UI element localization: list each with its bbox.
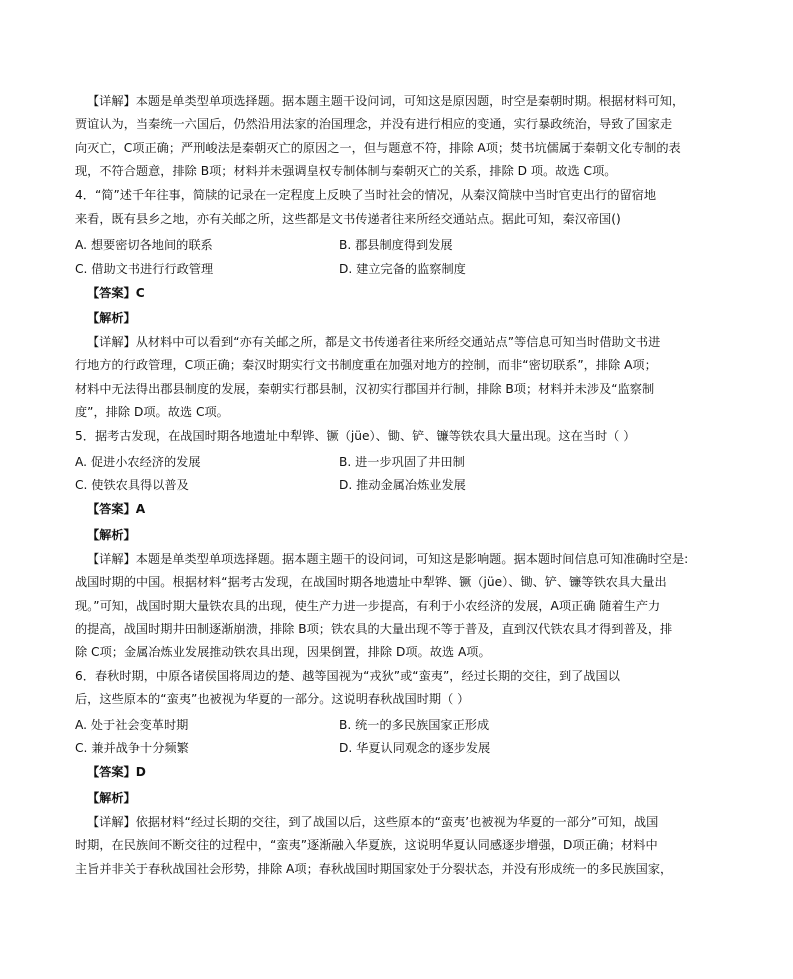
- q5-detail-line: 除 C项；金属冶炼业发展推动铁农具出现，因果倒置，排除 D项。故选 A项。: [75, 645, 491, 659]
- q5-option-a: A. 促进小农经济的发展: [75, 455, 201, 469]
- question-6-stem: 后，这些原本的“蛮夷”也被视为华夏的一部分。这说明春秋战国时期（ ）: [75, 692, 470, 706]
- q5-analysis-label: 【解析】: [87, 528, 136, 542]
- q5-detail-line: 的提高，战国时期井田制逐渐崩溃，排除 B项；铁农具的大量出现不等于普及，直到汉代铁农具才得到普及，排: [75, 622, 673, 636]
- q5-option-d: D. 推动金属冶炼业发展: [339, 478, 466, 492]
- detail-line: 贾谊认为，当秦统一六国后，仍然沿用法家的治国理念，并没有进行相应的变通，实行暴政统治，导致了国家走: [75, 117, 673, 131]
- q5-option-c: C. 使铁农具得以普及: [75, 478, 189, 492]
- q6-option-d: D. 华夏认同观念的逐步发展: [339, 741, 491, 755]
- question-4-stem: 4．“简”述千年往事，简牍的记录在一定程度上反映了当时社会的情况，从秦汉简牍中当时官吏出行的留宿地: [75, 188, 657, 202]
- question-4-stem: 来看，既有县乡之地，亦有关邮之所，这些都是文书传递者往来所经交通站点。据此可知，秦汉帝国(): [75, 212, 621, 226]
- detail-line: 【详解】本题是单类型单项选择题。据本题主题干设问词，可知这是原因题，时空是秦朝时期。根据材料可知，: [87, 94, 685, 108]
- q4-option-a: A. 想要密切各地间的联系: [75, 238, 213, 252]
- q5-detail-line: 现。”可知，战国时期大量铁农具的出现，使生产力进一步提高，有利于小农经济的发展，A项正确 随着生产力: [75, 599, 661, 613]
- detail-line: 向灭亡，C项正确；严刑峻法是秦朝灭亡的原因之一，但与题意不符，排除 A项；焚书坑儒属于秦朝文化专制的表: [75, 141, 681, 155]
- q4-option-c: C. 借助文书进行行政管理: [75, 262, 214, 276]
- q4-detail-line: 【详解】从材料中可以看到“亦有关邮之所，都是文书传递者往来所经交通站点”等信息可知当时借助文书进: [87, 335, 661, 349]
- q5-answer: 【答案】A: [87, 502, 146, 516]
- q4-detail-line: 材料中无法得出郡县制度的发展，秦朝实行郡县制，汉初实行郡国并行制，排除 B项；材料并未涉及“监察制: [75, 382, 655, 396]
- q4-option-b: B. 郡县制度得到发展: [339, 238, 453, 252]
- q6-detail-line: 【详解】依据材料“经过长期的交往，到了战国以后，这些原本的“蛮夷’也被视为华夏的一部分”可知，战国: [87, 815, 659, 829]
- question-6-stem: 6．春秋时期，中原各诸侯国将周边的楚、越等国视为“戎狄”或“蛮夷”，经过长期的交往，到了战国以: [75, 669, 620, 683]
- q6-option-a: A. 处于社会变革时期: [75, 718, 189, 732]
- q6-option-b: B. 统一的多民族国家正形成: [339, 718, 490, 732]
- q4-detail-line: 度”，排除 D项。故选 C项。: [75, 405, 229, 419]
- q6-detail-line: 时期，在民族间不断交往的过程中，“蛮夷”逐渐融入华夏族，这说明华夏认同感逐步增强，D项正确；材料中: [75, 838, 658, 852]
- q5-detail-line: 战国时期的中国。根据材料“据考古发现，在战国时期各地遗址中犁铧、镢（jüe）、锄、铲、镰等铁农具大量出: [75, 575, 667, 589]
- q5-detail-line: 【详解】本题是单类型单项选择题。据本题主题干的设问词，可知这是影响题。据本题时间信息可知准确时空是:: [87, 552, 689, 566]
- detail-line: 现，不符合题意，排除 B项；材料并未强调皇权专制体制与秦朝灭亡的关系，排除 D 项。故选 C项。: [75, 164, 617, 178]
- q6-answer: 【答案】D: [87, 765, 146, 779]
- q4-detail-line: 行地方的行政管理，C项正确；秦汉时期实行文书制度重在加强对地方的控制，而非“密切联系”，排除 A项；: [75, 358, 657, 372]
- q5-option-b: B. 进一步巩固了井田制: [339, 455, 465, 469]
- q4-option-d: D. 建立完备的监察制度: [339, 262, 466, 276]
- q6-analysis-label: 【解析】: [87, 791, 136, 805]
- q6-detail-line: 主旨并非关于春秋战国社会形势，排除 A项；春秋战国时期国家处于分裂状态，并没有形成统一的多民族国家，: [75, 862, 673, 876]
- question-5-stem: 5．据考古发现，在战国时期各地遗址中犁铧、镢（jüe）、锄、铲、镰等铁农具大量出现。这在当时（ ）: [75, 429, 636, 443]
- q4-analysis-label: 【解析】: [87, 311, 136, 325]
- q6-option-c: C. 兼并战争十分频繁: [75, 741, 189, 755]
- q4-answer: 【答案】C: [87, 286, 145, 300]
